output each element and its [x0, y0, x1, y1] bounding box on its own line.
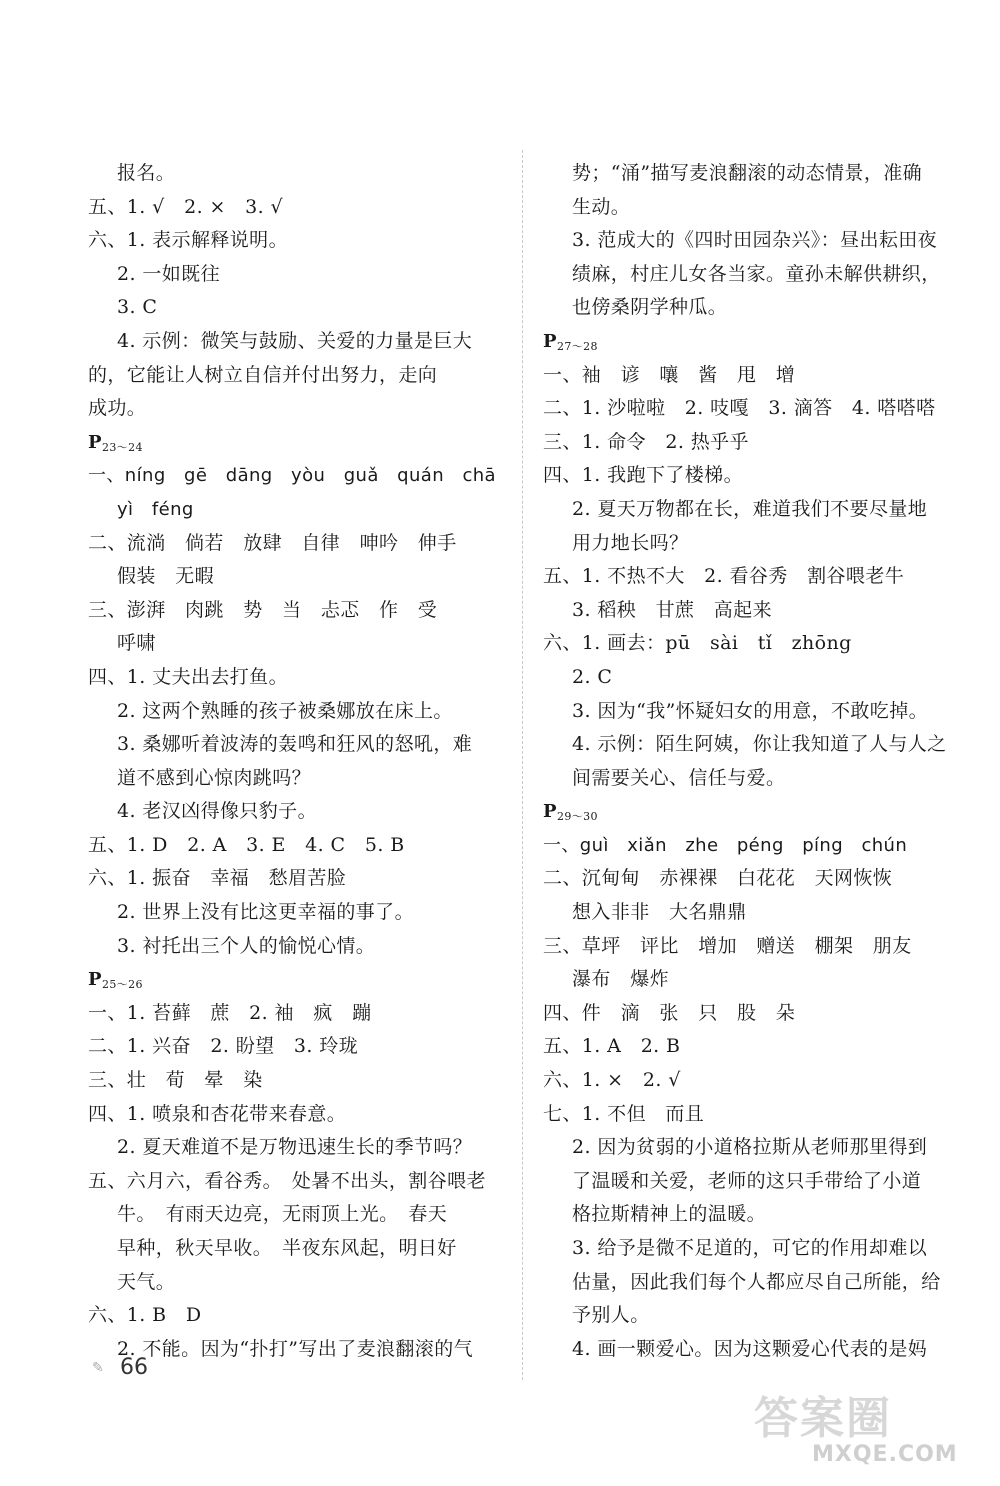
answer-line: 六、1. 表示解释说明。 [88, 229, 288, 252]
answer-line: 二、1. 沙啦啦 2. 吱嘎 3. 滴答 4. 嗒嗒嗒 [543, 397, 936, 420]
column-divider [522, 150, 523, 1380]
answer-line: 生动。 [572, 195, 631, 218]
page-range-heading [543, 325, 961, 359]
answer-line: 一、guì xiǎn zhe péng píng chún [543, 834, 908, 856]
answer-line: 二、1. 兴奋 2. 盼望 3. 玲珑 [88, 1035, 359, 1058]
answer-line: 也傍桑阴学种瓜。 [572, 296, 728, 319]
answer-line: 早种，秋天早收。 半夜东风起，明日好 [117, 1237, 457, 1259]
answer-line: 报名。 [117, 162, 176, 184]
page-range-numbers: 27～28 [556, 339, 598, 353]
answer-line: 了温暖和关爱，老师的这只手带给了小道 [572, 1169, 922, 1192]
answer-line: 3. 衬托出三个人的愉悦心情。 [117, 934, 376, 957]
answer-line: 五、六月六，看谷秀。 处暑不出头，割谷喂老 [88, 1169, 486, 1192]
answer-line: 五、1. D 2. A 3. E 4. C 5. B [88, 833, 405, 856]
answer-line: 六、1. B D [88, 1304, 202, 1327]
answer-line: 二、流淌 倘若 放肆 自律 呻吟 伸手 [88, 531, 457, 554]
answer-column-left [88, 157, 506, 1366]
answer-line: 三、草坪 评比 增加 赠送 棚架 朋友 [543, 934, 912, 957]
answer-line: 五、1. √ 2. × 3. √ [88, 195, 284, 218]
answer-line: 3. 因为“我”怀疑妇女的用意，不敢吃掉。 [572, 699, 928, 722]
answer-line: 瀑布 爆炸 [572, 968, 670, 991]
page-range-heading [543, 795, 961, 829]
page-range-prefix: P [543, 801, 557, 823]
answer-line: 间需要关心、信任与爱。 [572, 766, 786, 789]
answer-line: 2. 不能。因为“扑打”写出了麦浪翻滚的气 [117, 1337, 473, 1360]
answer-line: 2. 一如既往 [117, 262, 220, 285]
answer-line: 二、沉甸甸 赤裸裸 白花花 天网恢恢 [543, 867, 893, 890]
answer-line: 呼啸 [117, 632, 156, 655]
answer-line: yì féng [117, 498, 194, 520]
answer-line: 六、1. 画去：pū sài tǐ zhōng [543, 632, 852, 655]
answer-line: 四、件 滴 张 只 股 朵 [543, 1001, 796, 1024]
answer-line: 3. 桑娜听着波涛的轰鸣和狂风的怒吼，难 [117, 733, 473, 756]
answer-line: 六、1. 振奋 幸福 愁眉苦脸 [88, 867, 347, 890]
answer-line: 势；“涌”描写麦浪翻滚的动态情景，准确 [572, 162, 923, 184]
answer-line: 六、1. × 2. √ [543, 1069, 681, 1092]
answer-line: 四、1. 喷泉和杏花带来春意。 [88, 1102, 347, 1125]
answer-line: 格拉斯精神上的温暖。 [572, 1203, 767, 1226]
answer-line: 绩麻，村庄儿女各当家。童孙未解供耕织， [572, 262, 941, 285]
answer-column-right [543, 157, 961, 1366]
answer-line: 假装 无暇 [117, 565, 215, 588]
answer-line: 一、1. 苔藓 蔗 2. 袖 疯 蹦 [88, 1001, 372, 1024]
answer-line: 4. 老汉凶得像只豹子。 [117, 800, 317, 823]
answer-line: 用力地长吗？ [572, 531, 689, 554]
answer-line: 3. C [117, 296, 158, 319]
page-range-numbers: 29～30 [556, 810, 598, 824]
answer-line: 三、澎湃 肉跳 势 当 忐忑 作 受 [88, 598, 438, 621]
answer-line: 五、1. 不热不大 2. 看谷秀 割谷喂老牛 [543, 565, 905, 588]
page-number-decoration: ✎ [92, 1360, 104, 1376]
watermark-main-text: 答案圈 [754, 1393, 892, 1444]
answer-line: 3. 范成大的《四时田园杂兴》：昼出耘田夜 [572, 229, 938, 252]
answer-line: 一、袖 谚 嚷 酱 甩 增 [543, 363, 796, 386]
answer-line: 2. 世界上没有比这更幸福的事了。 [117, 901, 414, 924]
answer-line: 2. 夏天难道不是万物迅速生长的季节吗？ [117, 1136, 473, 1159]
watermark-logo [742, 1378, 972, 1478]
answer-line: 一、níng gē dāng yòu guǎ quán chā [88, 465, 496, 487]
answer-line: 3. 给予是微不足道的，可它的作用却难以 [572, 1237, 928, 1259]
page-range-prefix: P [88, 969, 102, 991]
answer-line: 4. 示例：微笑与鼓励、关爱的力量是巨大 [117, 329, 473, 352]
answer-line: 想入非非 大名鼎鼎 [572, 901, 747, 924]
page-number: 66 [120, 1355, 148, 1380]
answer-line: 七、1. 不但 而且 [543, 1102, 705, 1125]
page-range-numbers: 23～24 [101, 440, 143, 454]
answer-line: 2. 夏天万物都在长，难道我们不要尽量地 [572, 497, 928, 520]
answer-line: 道不感到心惊肉跳吗？ [117, 766, 312, 789]
page-range-numbers: 25～26 [101, 978, 143, 992]
answer-line: 三、壮 荀 晕 染 [88, 1069, 263, 1092]
watermark-sub-text: MXQE.COM [812, 1442, 958, 1467]
answer-line: 成功。 [88, 397, 147, 420]
answer-line: 三、1. 命令 2. 热乎乎 [543, 430, 749, 453]
page-range-prefix: P [543, 330, 557, 352]
answer-line: 四、1. 我跑下了楼梯。 [543, 464, 743, 487]
page-range-prefix: P [88, 431, 102, 453]
answer-line: 估量，因此我们每个人都应尽自己所能，给 [572, 1270, 941, 1293]
answer-line: 4. 示例：陌生阿姨，你让我知道了人与人之 [572, 733, 947, 756]
answer-line: 牛。 有雨天边亮，无雨顶上光。 春天 [117, 1203, 448, 1226]
answer-line: 予别人。 [572, 1304, 650, 1327]
answer-line: 2. C [572, 665, 613, 688]
answer-line: 4. 画一颗爱心。因为这颗爱心代表的是妈 [572, 1337, 928, 1360]
answer-line: 的，它能让人树立自信并付出努力，走向 [88, 363, 438, 386]
answer-line: 四、1. 丈夫出去打鱼。 [88, 665, 288, 688]
answer-line: 天气。 [117, 1270, 176, 1293]
page-range-heading [88, 963, 506, 997]
answer-line: 五、1. A 2. B [543, 1035, 681, 1058]
answer-line: 2. 这两个熟睡的孩子被桑娜放在床上。 [117, 699, 453, 722]
answer-line: 2. 因为贫弱的小道格拉斯从老师那里得到 [572, 1136, 928, 1159]
page-range-heading [88, 426, 506, 460]
answer-line: 3. 稻秧 甘蔗 高起来 [572, 598, 772, 621]
